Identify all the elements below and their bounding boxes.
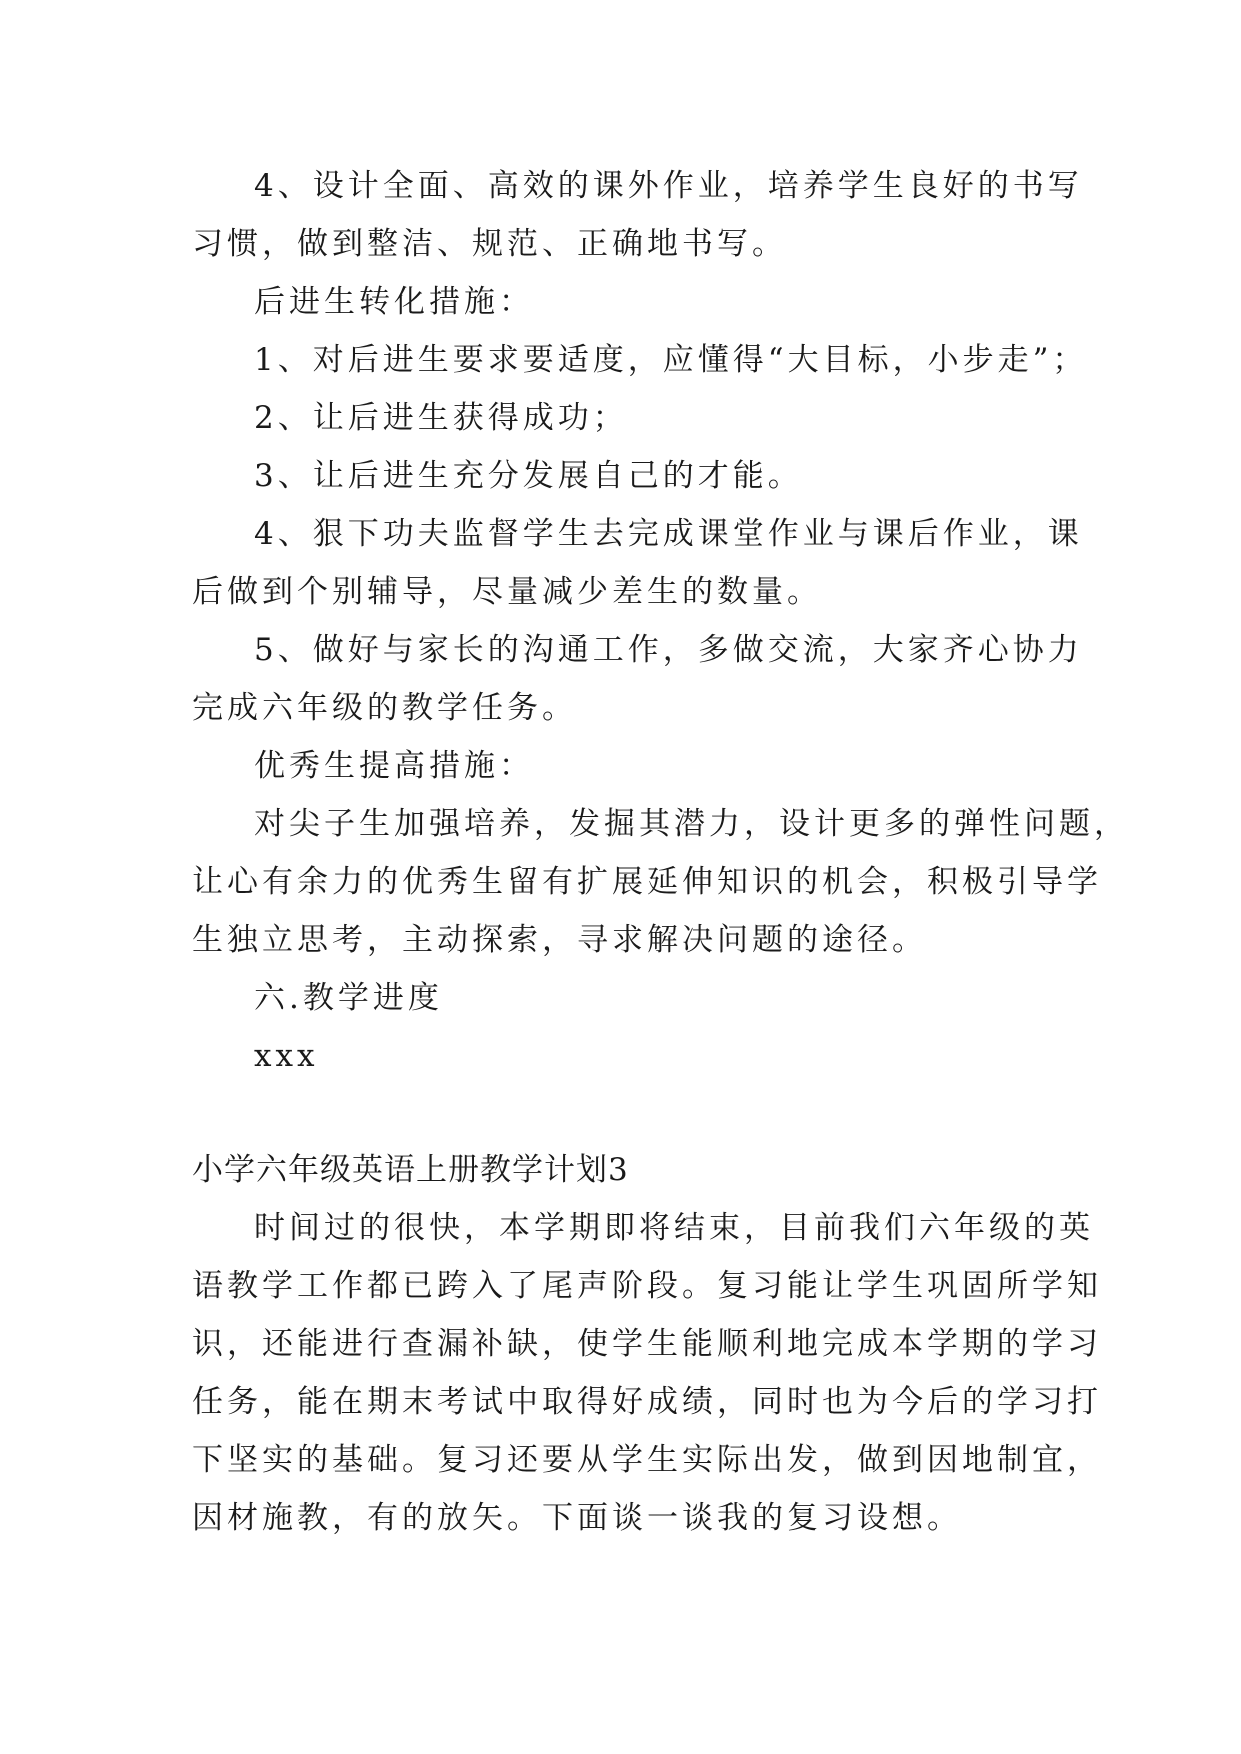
text-line: 5、做好与家长的沟通工作，多做交流，大家齐心协力 <box>254 632 1083 668</box>
text-line: 习惯，做到整洁、规范、正确地书写。 <box>192 226 787 262</box>
document-title: 小学六年级英语上册教学计划3 <box>192 1152 629 1188</box>
text-line: 语教学工作都已跨入了尾声阶段。复习能让学生巩固所学知 <box>192 1268 1102 1304</box>
text-line: 4、设计全面、高效的课外作业，培养学生良好的书写 <box>254 168 1083 204</box>
section-subheading: 后进生转化措施： <box>254 284 534 320</box>
text-line: 2、让后进生获得成功； <box>254 400 628 436</box>
text-line: 让心有余力的优秀生留有扩展延伸知识的机会，积极引导学 <box>192 864 1102 900</box>
text-line: 任务，能在期末考试中取得好成绩，同时也为今后的学习打 <box>192 1384 1102 1420</box>
text-line: 完成六年级的教学任务。 <box>192 690 577 726</box>
section-subheading: 优秀生提高措施： <box>254 748 534 784</box>
text-line: 生独立思考，主动探索，寻求解决问题的途径。 <box>192 922 927 958</box>
text-line: 后做到个别辅导，尽量减少差生的数量。 <box>192 574 822 610</box>
text-line: 因材施教，有的放矢。下面谈一谈我的复习设想。 <box>192 1500 962 1536</box>
text-line: 对尖子生加强培养，发掘其潜力，设计更多的弹性问题， <box>254 806 1129 842</box>
text-line: 识，还能进行查漏补缺，使学生能顺利地完成本学期的学习 <box>192 1326 1102 1362</box>
text-line: xxx <box>254 1038 319 1074</box>
section-heading: 六.教学进度 <box>254 980 443 1016</box>
text-line: 下坚实的基础。复习还要从学生实际出发，做到因地制宜， <box>192 1442 1102 1478</box>
text-line: 3、让后进生充分发展自己的才能。 <box>254 458 803 494</box>
text-line: 4、狠下功夫监督学生去完成课堂作业与课后作业，课 <box>254 516 1083 552</box>
text-line: 1、对后进生要求要适度，应懂得“大目标，小步走”； <box>254 342 1088 378</box>
text-line: 时间过的很快，本学期即将结束，目前我们六年级的英 <box>254 1210 1094 1246</box>
